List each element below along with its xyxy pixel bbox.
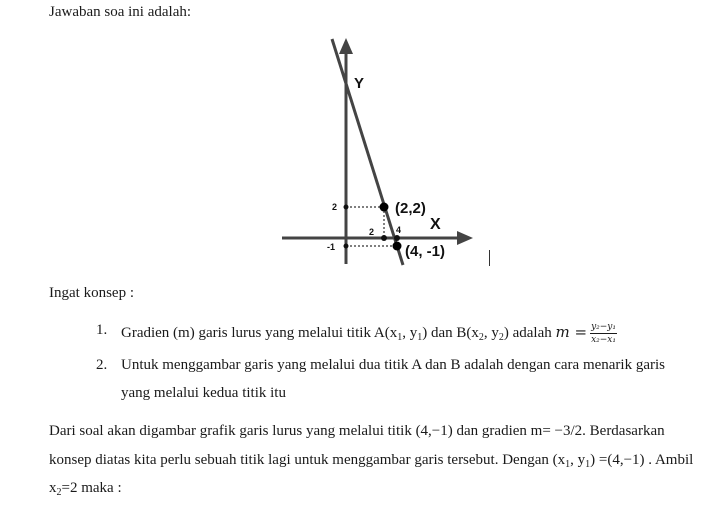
list-item-1-text: ) adalah	[503, 324, 552, 341]
list-item-1-text: Gradien (m) garis lurus yang melalui titik A(x	[121, 324, 398, 341]
paragraph-line-2	[49, 452, 693, 470]
sub-x1: 1	[565, 459, 571, 470]
fraction-numerator: y₂−y₁	[591, 322, 616, 332]
text-cursor	[489, 250, 490, 266]
tick-dot-y-neg1	[344, 244, 349, 249]
sub-y2: 2	[498, 331, 504, 343]
intro-text: Jawaban soa ini adalah:	[49, 4, 192, 20]
point-b-label: (4, -1)	[405, 243, 446, 260]
graph-line	[332, 39, 403, 265]
tick-label-y2: 2	[332, 202, 338, 212]
paragraph-line-1: Dari soal akan digambar grafik garis lurus yang melalui titik (4,−1) dan gradien m= −3/2. Berdasarkan	[49, 423, 665, 439]
list-item-1-text: , y	[483, 324, 499, 341]
sub-x2: 2	[56, 487, 62, 498]
sub-x2: 2	[478, 331, 484, 343]
list-number-1: 1.	[96, 322, 108, 338]
sub-y1: 1	[417, 331, 423, 343]
formula-lhs: m =	[555, 322, 588, 341]
sub-y1: 1	[585, 459, 591, 470]
concept-heading: Ingat konsep :	[49, 285, 134, 301]
tick-label-x4: 4	[396, 225, 402, 235]
tick-label-y-neg1: -1	[327, 242, 336, 252]
x-axis-label: X	[430, 216, 441, 233]
graph-svg	[275, 32, 500, 270]
y-axis-arrow	[339, 38, 353, 54]
point-b	[393, 242, 402, 251]
list-item-1-text: ) dan B(x	[422, 324, 479, 341]
x-axis-arrow	[457, 231, 473, 245]
point-a-label: (2,2)	[395, 200, 426, 217]
paragraph-text: =2 maka :	[61, 480, 122, 496]
tick-label-x2: 2	[369, 227, 375, 237]
tick-dot-x2	[381, 235, 387, 241]
list-number-2: 2.	[96, 357, 108, 373]
sub-x1: 1	[397, 331, 403, 343]
fraction-denominator: x₂−x₁	[591, 335, 616, 345]
paragraph-text: konsep diatas kita perlu sebuah titik lagi untuk menggambar garis tersebut. Dengan (x	[49, 452, 566, 468]
paragraph-line-3	[49, 480, 122, 498]
tick-dot-x4	[394, 235, 400, 241]
paragraph-text: ) =(4,−1) . Ambil	[590, 452, 694, 468]
paragraph-text: , y	[570, 452, 586, 468]
point-a	[380, 203, 389, 212]
y-axis-label: Y	[354, 75, 365, 92]
list-item-1	[121, 322, 617, 345]
list-item-1-text: , y	[402, 324, 418, 341]
gradient-fraction	[590, 322, 617, 345]
tick-dot-y2	[344, 205, 349, 210]
list-item-2-line-1: Untuk menggambar garis yang melalui dua titik A dan B adalah dengan cara menarik garis	[121, 357, 665, 373]
list-item-2-line-2: yang melalui kedua titik itu	[121, 385, 286, 401]
paragraph-text: x	[49, 480, 57, 496]
line-graph-figure	[275, 32, 500, 270]
